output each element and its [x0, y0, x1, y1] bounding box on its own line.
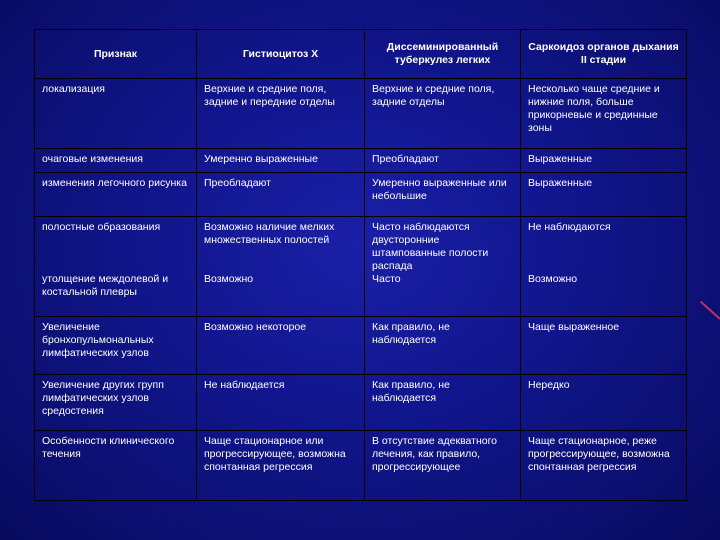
table-cell: Чаще выраженное — [521, 317, 687, 375]
table-cell-text: Возможно — [204, 273, 254, 285]
table-cell: Несколько чаще средние и нижние поля, больше прикорневые и срединные зоны — [521, 79, 687, 149]
table-cell: Увеличение бронхопульмональных лимфатических узлов — [35, 317, 197, 375]
table-row — [35, 149, 687, 173]
table-cell: Как правило, не наблюдается — [365, 375, 521, 431]
header-cell: Диссеминированный туберкулез легких — [365, 30, 521, 79]
table-row — [35, 317, 687, 375]
table-cell-text: Возможно наличие мелких множественных полостей — [204, 221, 335, 246]
table-row — [35, 79, 687, 149]
table-cell — [197, 217, 365, 317]
table-cell: Нередко — [521, 375, 687, 431]
table-row — [35, 217, 687, 317]
table-cell: Увеличение других групп лимфатических узлов средостения — [35, 375, 197, 431]
table-cell-text: Не наблюдаются — [528, 221, 611, 233]
header-cell: Гистиоцитоз Х — [197, 30, 365, 79]
table-cell-text: Часто — [372, 273, 401, 285]
table-cell: Чаще стационарное или прогрессирующее, возможна спонтанная регрессия — [197, 431, 365, 501]
table-row — [35, 173, 687, 217]
table-cell: Умеренно выраженные — [197, 149, 365, 173]
decorative-line — [700, 301, 720, 320]
table-cell — [365, 217, 521, 317]
table-cell-text: полостные образования — [42, 221, 161, 233]
table-cell — [35, 217, 197, 317]
table-cell: локализация — [35, 79, 197, 149]
table-cell: Умеренно выраженные или небольшие — [365, 173, 521, 217]
table-cell — [521, 217, 687, 317]
table-cell: В отсутствие адекватного лечения, как правило, прогрессирующее — [365, 431, 521, 501]
table-header-row — [35, 30, 687, 79]
table-cell: изменения легочного рисунка — [35, 173, 197, 217]
table-cell: Выраженные — [521, 149, 687, 173]
table-row — [35, 375, 687, 431]
table-cell: Возможно некоторое — [197, 317, 365, 375]
table-cell: Верхние и средние поля, задние отделы — [365, 79, 521, 149]
table-row — [35, 431, 687, 501]
table-cell: Как правило, не наблюдается — [365, 317, 521, 375]
table-cell: очаговые изменения — [35, 149, 197, 173]
comparison-table — [34, 29, 687, 501]
table-cell-text: Возможно — [528, 273, 578, 285]
table-cell: Особенности клинического течения — [35, 431, 197, 501]
table-cell-text: утолщение междолевой и костальной плевры — [42, 273, 169, 298]
header-cell: Признак — [35, 30, 197, 79]
table-cell: Преобладают — [197, 173, 365, 217]
table-cell: Не наблюдается — [197, 375, 365, 431]
header-cell: Саркоидоз органов дыхания II стадии — [521, 30, 687, 79]
table-cell: Преобладают — [365, 149, 521, 173]
table-cell: Выраженные — [521, 173, 687, 217]
table-cell: Верхние и средние поля, задние и передние отделы — [197, 79, 365, 149]
table-cell: Чаще стационарное, реже прогрессирующее, возможна спонтанная регрессия — [521, 431, 687, 501]
table-cell-text: Часто наблюдаются двусторонние штампованные полости распада — [372, 221, 489, 272]
